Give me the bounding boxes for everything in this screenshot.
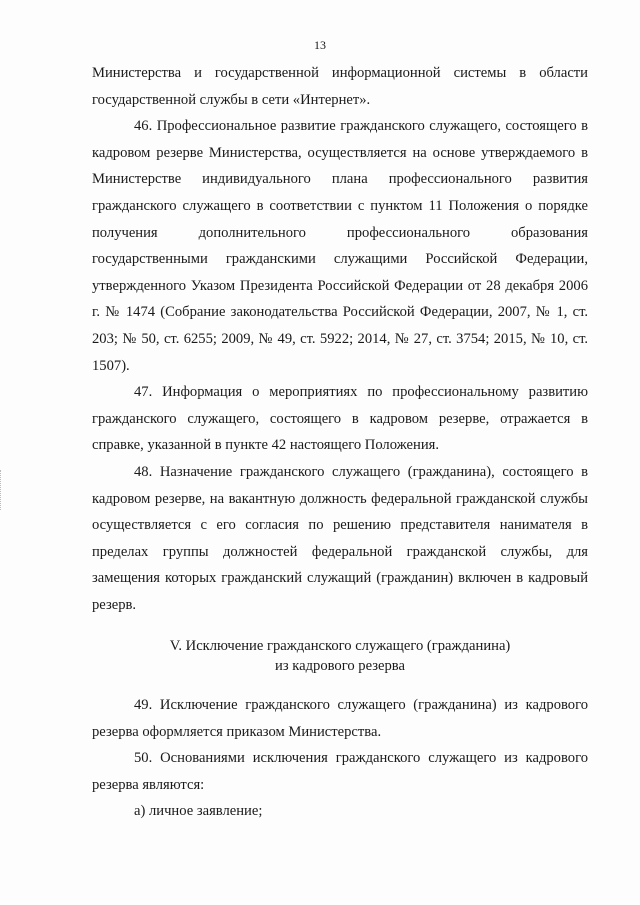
page-number: 13 (314, 38, 326, 52)
document-body-bottom (92, 692, 588, 825)
scan-edge-mark (0, 470, 2, 510)
paragraph-46: 46. Профессиональное развитие гражданского служащего, состоящего в кадровом резерве Министерства, осуществляется на основе утверждаемого в Министерстве индивидуального плана профессионального развития гражданского служащего в соответствии с пунктом 11 Положения о порядке получения дополнительного профессионального образования государственными гражданскими служащими Российской Федерации, утвержденного Указом Президента Российской Федерации от 28 декабря 2006 г. № 1474 (Собрание законодательства Российской Федерации, 2007, № 1, ст. 203; № 50, ст. 6255; 2009, № 49, ст. 5922; 2014, № 27, ст. 3754; 2015, № 10, ст. 1507). (92, 118, 588, 374)
section-heading (92, 636, 588, 676)
section-heading-line-1: V. Исключение гражданского служащего (гражданина) (169, 638, 511, 654)
paragraph-47: 47. Информация о мероприятиях по профессиональному развитию гражданского служащего, состоящего в кадровом резерве, отражается в справке, указанной в пункте 42 настоящего Положения. (92, 384, 588, 454)
paragraph-48: 48. Назначение гражданского служащего (гражданина), состоящего в кадровом резерве, на вакантную должность федеральной гражданской службы осуществляется с его согласия по решению представителя нанимателя в пределах группы должностей федеральной гражданской службы, для замещения которых гражданский служащий (гражданин) включен в кадровый резерв. (92, 463, 588, 613)
paragraph-continuation: Министерства и государственной информационной системы в области государственной службы в сети «Интернет». (92, 65, 588, 108)
section-heading-line-2: из кадрового резерва (275, 658, 405, 674)
document-body-top (92, 60, 588, 618)
paragraph-50: 50. Основаниями исключения гражданского служащего из кадрового резерва являются: (92, 750, 588, 793)
paragraph-50-a: а) личное заявление; (134, 803, 263, 820)
paragraph-49: 49. Исключение гражданского служащего (гражданина) из кадрового резерва оформляется приказом Министерства. (92, 697, 588, 740)
